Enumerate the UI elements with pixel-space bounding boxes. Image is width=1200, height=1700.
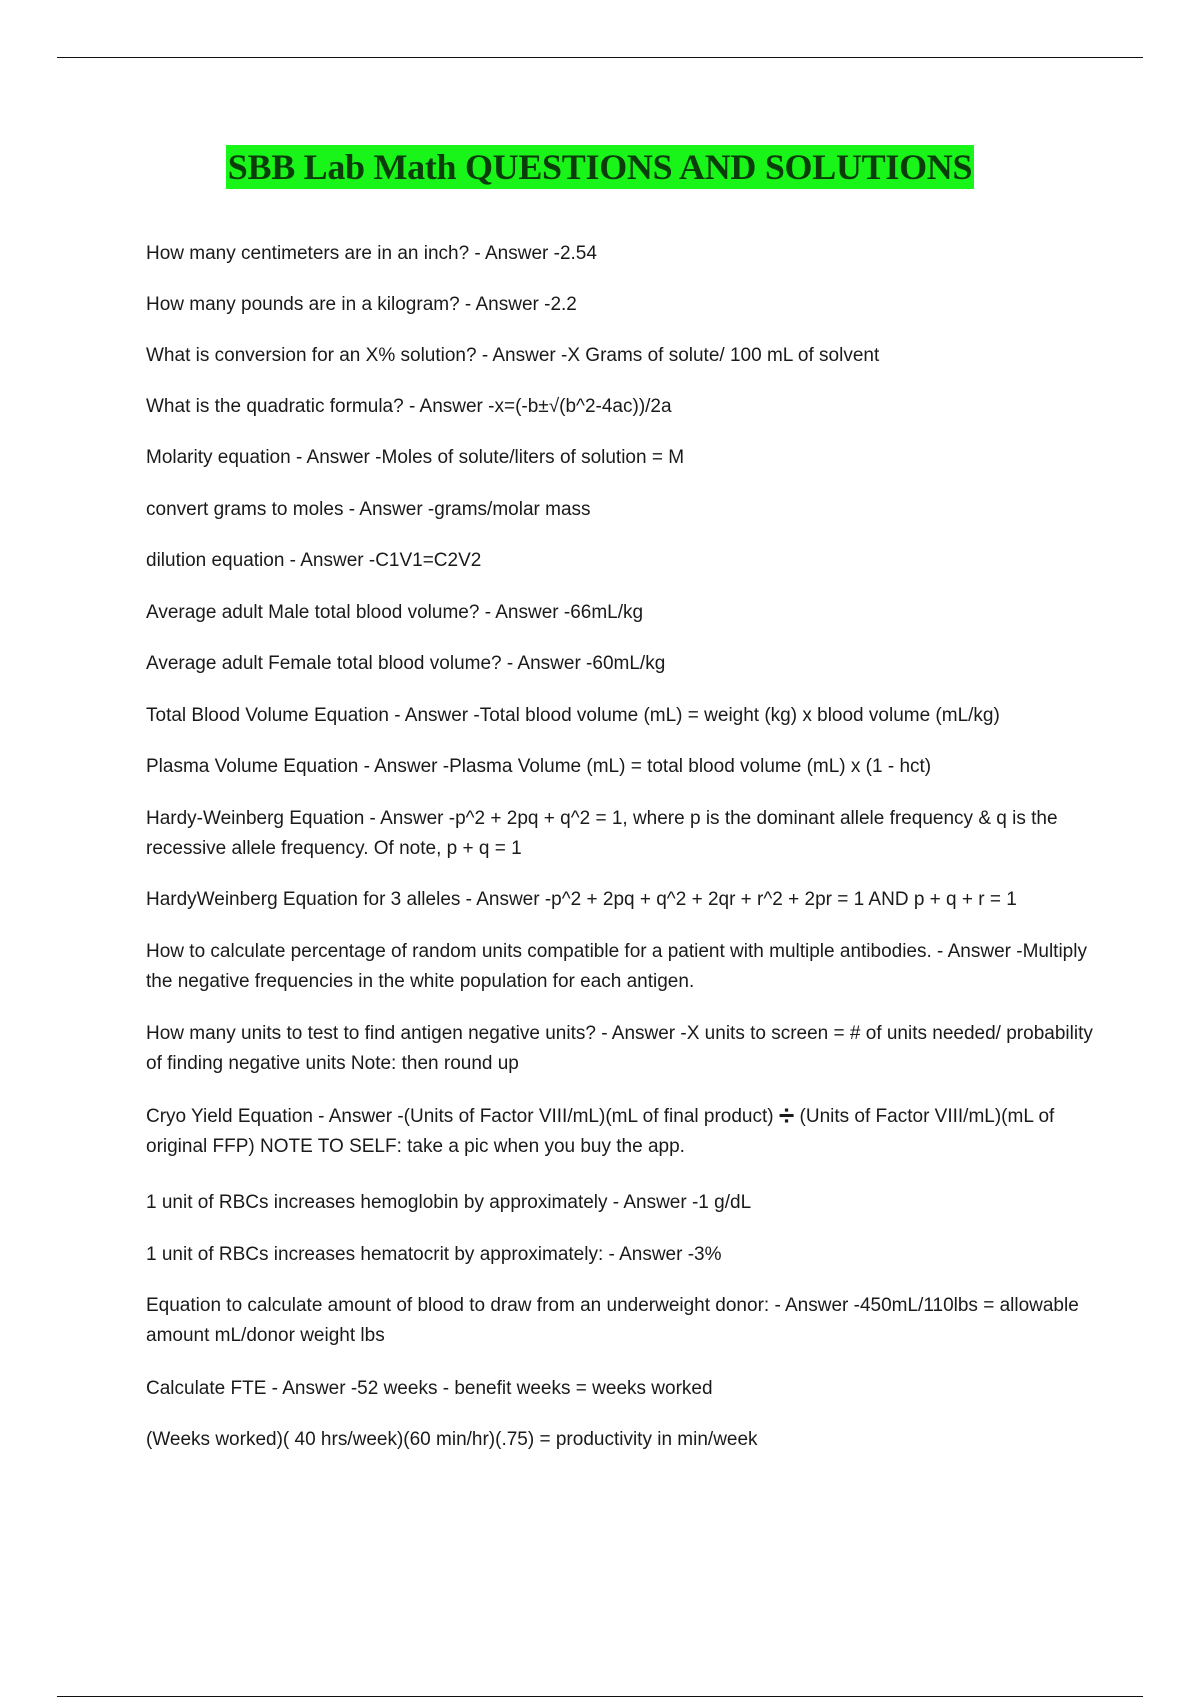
- document-title: SBB Lab Math QUESTIONS AND SOLUTIONS: [227, 147, 973, 187]
- qa-item-14: How to calculate percentage of random units compatible for a patient with multiple antibodies. - Answer -Multiply the negative frequencies in the white population for each antigen.: [146, 941, 1087, 992]
- qa-item-5: Molarity equation - Answer -Moles of solute/liters of solution = M: [146, 447, 685, 468]
- qa-item-17: 1 unit of RBCs increases hemoglobin by approximately - Answer -1 g/dL: [146, 1192, 752, 1213]
- qa-item-10: Total Blood Volume Equation - Answer -Total blood volume (mL) = weight (kg) x blood volume (mL/kg): [146, 705, 1000, 726]
- qa-item-13: HardyWeinberg Equation for 3 alleles - Answer -p^2 + 2pq + q^2 + 2qr + r^2 + 2pr = 1 AND p + q + r = 1: [146, 889, 1017, 910]
- qa-item-6: convert grams to moles - Answer -grams/molar mass: [146, 499, 591, 520]
- qa-item-11: Plasma Volume Equation - Answer -Plasma Volume (mL) = total blood volume (mL) x (1 - hct): [146, 756, 932, 777]
- qa-item-19: Equation to calculate amount of blood to draw from an underweight donor: - Answer -450mL/110lbs = allowable amount mL/donor weight lbs: [146, 1295, 1079, 1346]
- division-symbol: ÷: [778, 1100, 795, 1131]
- qa-item-2: How many pounds are in a kilogram? - Answer -2.2: [146, 294, 577, 315]
- qa-item-4: What is the quadratic formula? - Answer -x=(-b±√(b^2-4ac))/2a: [146, 396, 672, 417]
- qa-item-cryo: [146, 1102, 1106, 1162]
- qa-item-18: 1 unit of RBCs increases hematocrit by approximately: - Answer -3%: [146, 1244, 722, 1265]
- title-container: [0, 145, 1200, 189]
- qa-item-3: What is conversion for an X% solution? - Answer -X Grams of solute/ 100 mL of solvent: [146, 345, 880, 366]
- cryo-part-1: Cryo Yield Equation - Answer -(Units of Factor VIII/mL)(mL of final product): [146, 1106, 774, 1127]
- qa-item-7: dilution equation - Answer -C1V1=C2V2: [146, 550, 482, 571]
- cryo-part-2: (Units of Factor VIII/mL)(mL of original FFP) NOTE TO SELF: take a pic when you buy the app.: [146, 1106, 1055, 1157]
- qa-item-15: How many units to test to find antigen negative units? - Answer -X units to screen = # of units needed/ probability of finding negative units Note: then round up: [146, 1023, 1093, 1074]
- top-rule: [57, 57, 1143, 58]
- qa-item-21: (Weeks worked)( 40 hrs/week)(60 min/hr)(.75) = productivity in min/week: [146, 1429, 758, 1450]
- bottom-rule: [57, 1696, 1143, 1697]
- qa-item-9: Average adult Female total blood volume? - Answer -60mL/kg: [146, 653, 666, 674]
- qa-item-8: Average adult Male total blood volume? - Answer -66mL/kg: [146, 602, 644, 623]
- qa-item-20: Calculate FTE - Answer -52 weeks - benefit weeks = weeks worked: [146, 1378, 713, 1399]
- qa-item-1: How many centimeters are in an inch? - Answer -2.54: [146, 243, 597, 264]
- qa-item-12: Hardy-Weinberg Equation - Answer -p^2 + 2pq + q^2 = 1, where p is the dominant allele frequency & q is the recessive allele frequency. Of note, p + q = 1: [146, 808, 1058, 859]
